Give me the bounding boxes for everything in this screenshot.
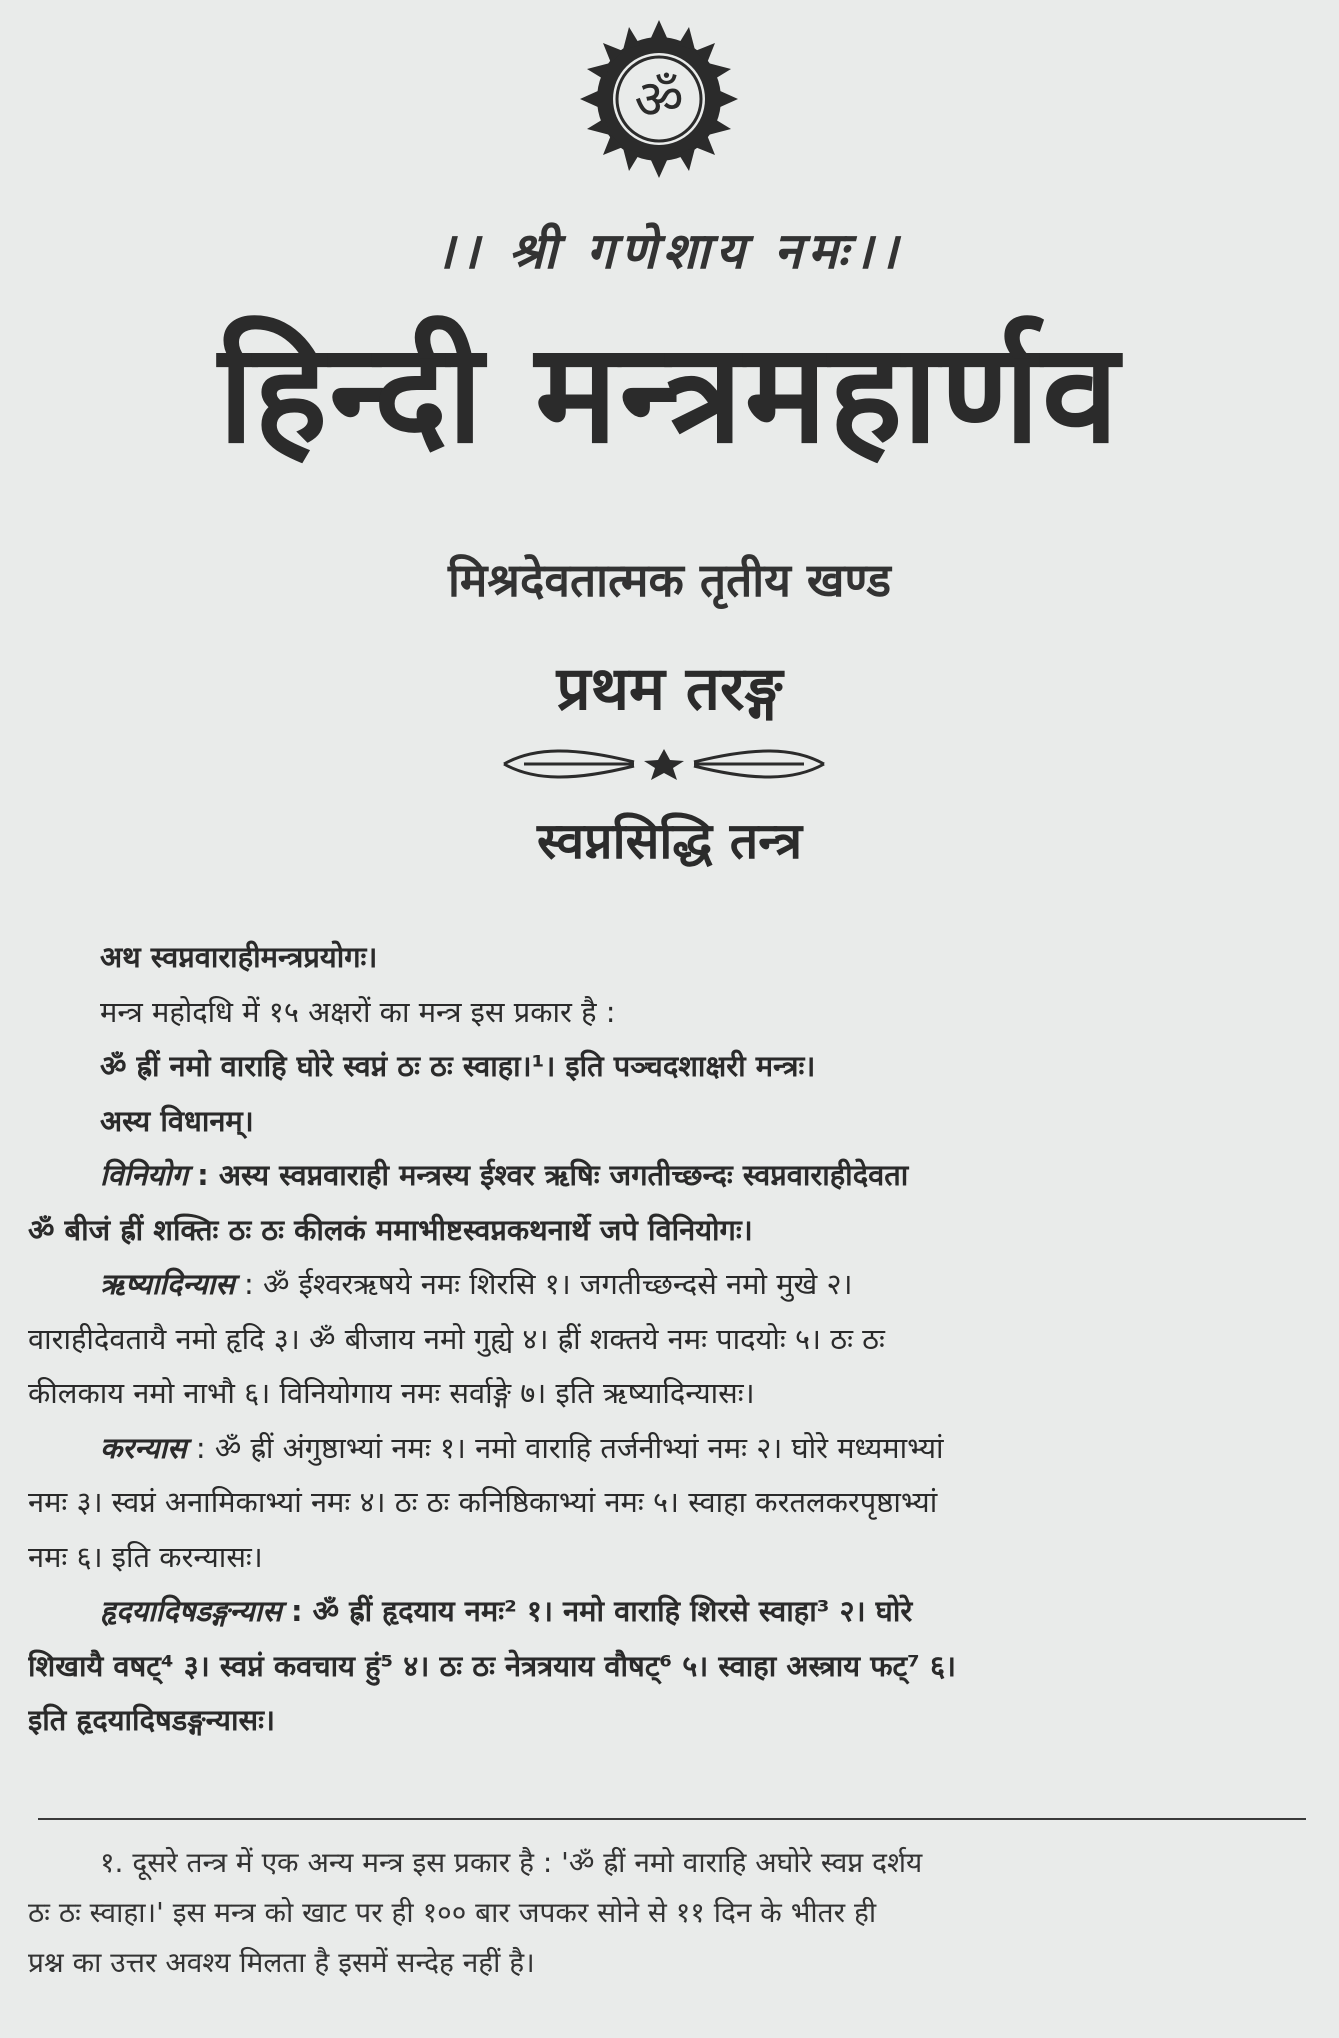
text-line: मन्त्र महोदधि में १५ अक्षरों का मन्त्र इस प्रकार है : xyxy=(100,994,616,1029)
text-line: वाराहीदेवतायै नमो हृदि ३। ॐ बीजाय नमो गुह्ये ४। ह्रीं शक्तये नमः पादयोः ५। ठः ठः xyxy=(28,1321,885,1356)
viniyoga-term: विनियोग xyxy=(100,1158,188,1192)
volume-subtitle: मिश्रदेवतात्मक तृतीय खण्ड xyxy=(447,553,892,607)
invocation-line: ।। श्री गणेशाय नमः।। xyxy=(435,222,904,280)
mantra-body-text xyxy=(28,930,1300,1748)
rishyadi-line: ऋष्यादिन्यास : ॐ ईश्वरऋषये नमः शिरसि १। जगतीच्छन्दसे नमो मुखे २। xyxy=(100,1267,853,1301)
footnote xyxy=(28,1838,1300,1988)
text-line: इति हृदयादिषडङ्गन्यासः। xyxy=(28,1703,275,1737)
footnote-line: ठः ठः स्वाहा।' इस मन्त्र को खाट पर ही १०० बार जपकर सोने से ११ दिन के भीतर ही xyxy=(28,1896,877,1929)
footnote-divider xyxy=(38,1818,1306,1820)
mantra-line: ॐ ह्रीं नमो वाराहि घोरे स्वप्नं ठः ठः स्वाहा।¹। इति पञ्चदशाक्षरी मन्त्रः। xyxy=(100,1049,816,1083)
book-title: हिन्दी मन्त्रमहार्णव xyxy=(218,313,1121,474)
viniyoga-line: विनियोग : अस्य स्वप्नवाराही मन्त्रस्य ईश्वर ऋषिः जगतीच्छन्दः स्वप्नवाराहीदेवता xyxy=(100,1158,909,1192)
om-glyph: ॐ xyxy=(634,68,684,131)
section-title: स्वप्नसिद्धि तन्त्र xyxy=(536,812,803,870)
chapter-heading: प्रथम तरङ्ग xyxy=(556,654,783,724)
text-line: कीलकाय नमो नाभौ ६। विनियोगाय नमः सर्वाङ्गे ७। इति ऋष्यादिन्यासः। xyxy=(28,1376,755,1410)
text-line: अस्य विधानम्। xyxy=(100,1103,254,1138)
text-line: नमः ३। स्वप्नं अनामिकाभ्यां नमः ४। ठः ठः कनिष्ठिकाभ्यां नमः ५। स्वाहा करतलकरपृष्ठाभ्यां xyxy=(28,1485,938,1519)
text-line: नमः ६। इति करन्यासः। xyxy=(28,1539,263,1574)
text-line: अथ स्वप्नवाराहीमन्त्रप्रयोगः। xyxy=(100,940,378,974)
text-line: शिखायै वषट्⁴ ३। स्वप्नं कवचाय हुं⁵ ४। ठः ठः नेत्रत्रयाय वौषट्⁶ ५। स्वाहा अस्त्राय फट्⁷ ६। xyxy=(28,1648,957,1683)
hridayadi-term: हृदयादिषडङ्गन्यास xyxy=(100,1594,282,1628)
hridayadi-line: हृदयादिषडङ्गन्यास : ॐ ह्रीं हृदयाय नमः² १। नमो वाराहि शिरसे स्वाहा³ २। घोरे xyxy=(100,1594,913,1628)
text-line: ॐ बीजं ह्रीं शक्तिः ठः ठः कीलकं ममाभीष्टस्वप्नकथनार्थे जपे विनियोगः। xyxy=(28,1212,753,1247)
om-sun-emblem-icon xyxy=(578,18,740,180)
karanyasa-line: करन्यास : ॐ ह्रीं अंगुष्ठाभ्यां नमः १। नमो वाराहि तर्जनीभ्यां नमः २। घोरे मध्यमाभ्यां xyxy=(100,1430,944,1465)
footnote-line: १. दूसरे तन्त्र में एक अन्य मन्त्र इस प्रकार है : 'ॐ ह्रीं नमो वाराहि अघोरे स्वप्न दर्शय xyxy=(100,1846,923,1879)
karanyasa-term: करन्यास xyxy=(100,1430,187,1465)
ornament-divider-icon xyxy=(494,745,834,783)
footnote-line: प्रश्न का उत्तर अवश्य मिलता है इसमें सन्देह नहीं है। xyxy=(28,1946,535,1979)
rishyadi-term: ऋष्यादिन्यास xyxy=(100,1267,235,1301)
